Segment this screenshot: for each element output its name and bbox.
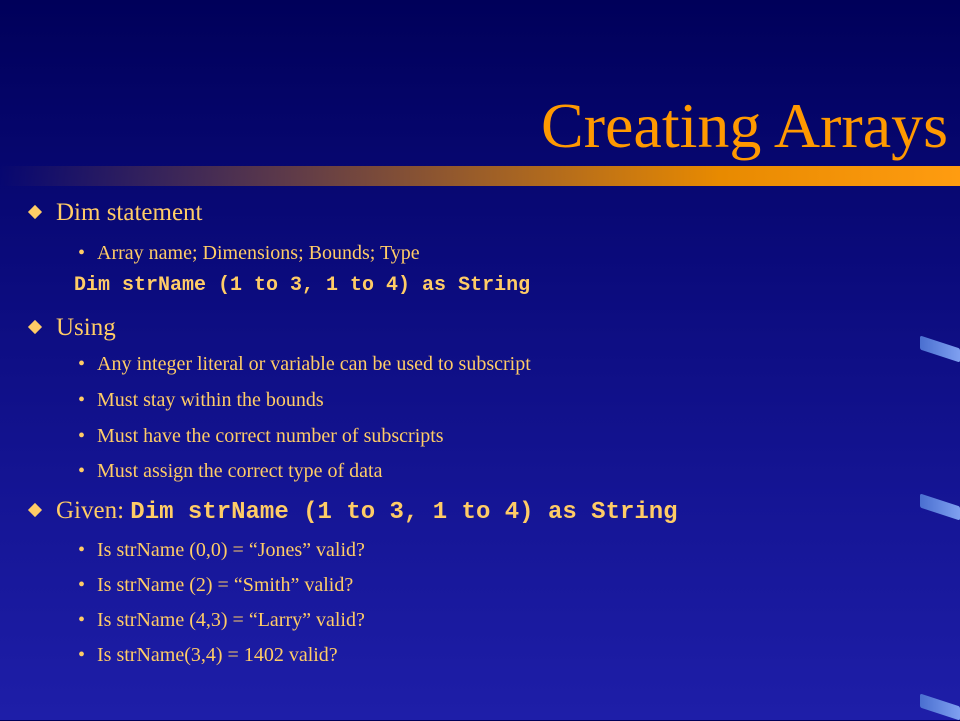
list-item: • Any integer literal or variable can be used to subscript (78, 353, 531, 375)
list-item: • Is strName (0,0) = “Jones” valid? (78, 539, 365, 561)
code-line: Dim strName (1 to 3, 1 to 4) as String (74, 274, 531, 297)
list-item: • Is strName(3,4) = 1402 valid? (78, 644, 338, 666)
bullet-dot-icon: • (78, 242, 86, 264)
title-underline (0, 166, 960, 186)
bullet-dot-icon: • (78, 425, 86, 447)
bullet-dot-icon: • (78, 389, 86, 411)
bullet-dot-icon: • (78, 353, 86, 375)
decorative-stripe (920, 694, 960, 721)
diamond-bullet-icon (28, 320, 42, 334)
diamond-bullet-icon (28, 205, 42, 219)
list-item: • Array name; Dimensions; Bounds; Type (78, 242, 420, 264)
list-item: • Must assign the correct type of data (78, 460, 383, 482)
bullet-dot-icon: • (78, 609, 86, 631)
bullet-dot-icon: • (78, 460, 86, 482)
heading-code: Dim strName (1 to 3, 1 to 4) as String (130, 499, 678, 526)
decorative-stripe (920, 336, 960, 363)
slide-title: Creating Arrays (541, 90, 948, 161)
bullet-dot-icon: • (78, 539, 86, 561)
bullet-dot-icon: • (78, 574, 86, 596)
section-heading: Dim statement (30, 198, 203, 228)
list-item: • Is strName (4,3) = “Larry” valid? (78, 609, 365, 631)
diamond-bullet-icon (28, 503, 42, 517)
list-item: • Must stay within the bounds (78, 389, 324, 411)
decorative-stripe (920, 494, 960, 521)
list-item: • Must have the correct number of subscripts (78, 425, 444, 447)
section-heading: Given: Dim strName (1 to 3, 1 to 4) as String (30, 496, 678, 528)
section-heading: Using (30, 313, 116, 343)
list-item: • Is strName (2) = “Smith” valid? (78, 574, 354, 596)
bullet-dot-icon: • (78, 644, 86, 666)
